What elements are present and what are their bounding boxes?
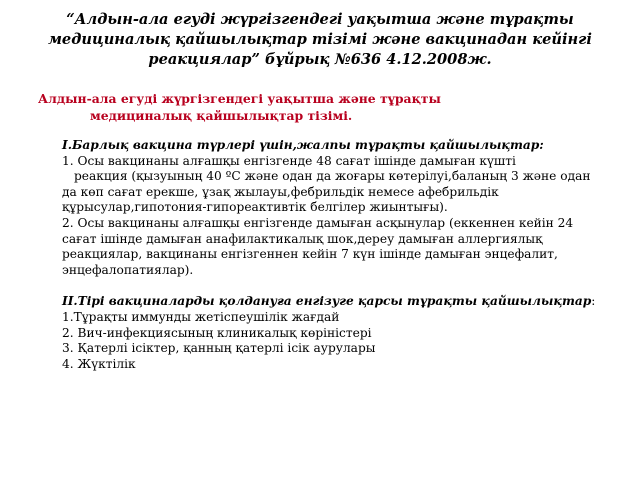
slide-title: “Алдын-ала егуді жүргізгендегі уақытша және тұрақты медициналық қайшылықтар тізімі және вакцинадан кейінгі реакциялар” бұйрық №636 4.12.2008ж. <box>48 11 592 68</box>
section-2-item: 3. Қатерлі ісіктер, қанның қатерлі ісік аурулары <box>62 341 376 356</box>
section-1-item-1-first-line: 1. Осы вакцинаны алғашқы енгізгенде 48 сағат ішінде дамыған күшті <box>62 153 516 168</box>
section-2-heading <box>62 294 607 310</box>
section-1-heading: І.Барлық вакцина түрлері үшін,жалпы тұрақты қайшылықтар: <box>62 138 544 152</box>
section-1-item-1 <box>62 154 607 216</box>
spacer <box>62 278 607 294</box>
subheading-line-2: медициналық қайшылықтар тізімі. <box>90 108 353 123</box>
section-2-heading-text: ІІ.Тірі вакциналарды қолдануға енгізуге қарсы тұрақты қайшылықтар <box>62 294 592 309</box>
section-2-item: 2. Вич-инфекциясының клиникалық көріністері <box>62 325 372 340</box>
section-1-item-1-continuation: реакция (қызуының 40 ºС және одан да жоғары көтерілуі,баланың 3 және одан да көп сағат ерекше, ұзақ жылауы,фебрильдік немесе афебрильдік құрысулар,гипотония-гипореактивтік белгілер жиынтығы). <box>62 169 591 215</box>
document-body <box>62 138 607 372</box>
section-2-item: 1.Тұрақты иммунды жетіспеушілік жағдай <box>62 309 340 324</box>
section-1-item-2: 2. Осы вакцинаны алғашқы енгізгенде дамыған асқынулар (еккеннен кейін 24 сағат ішінде дамыған анафилактикалық шок,дереу дамыған аллергиялық реакциялар, вакцинаны енгізгеннен кейін 7 күн ішінде дамыған энцефалит, энцефалопатиялар). <box>62 215 574 277</box>
section-2-heading-colon: : <box>591 294 596 309</box>
section-2-item: 4. Жүктілік <box>62 356 136 371</box>
subheading-line-1: Алдын-ала егуді жүргізгендегі уақытша және тұрақты <box>38 91 441 106</box>
list-subheading <box>38 90 598 124</box>
